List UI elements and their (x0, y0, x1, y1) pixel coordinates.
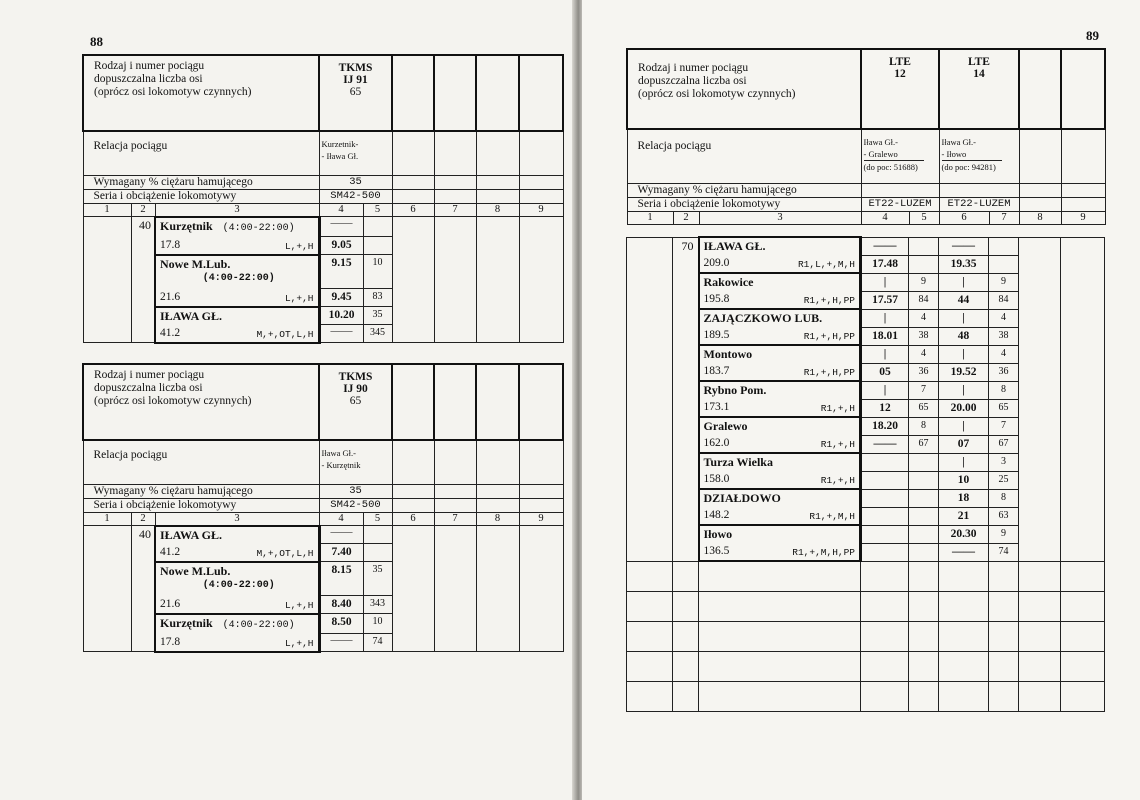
station-name: Rybno Pom. (699, 381, 861, 399)
loco-label: Seria i obciążenie lokomotywy (627, 197, 861, 211)
train-header-label: Rodzaj i numer pociągu dopuszczalna liczba osi (oprócz osi lokomotyw czynnych) (83, 364, 319, 440)
page-number-left: 88 (90, 34, 103, 49)
loco-value: SM42-500 (319, 498, 392, 512)
speed-value: 40 (131, 217, 155, 343)
relation-label: Relacja pociągu (83, 131, 319, 175)
station-name: Kurzętnik (4:00-22:00) (155, 614, 319, 634)
brake-label: Wymagany % ciężaru hamującego (83, 175, 319, 189)
speed-value: 40 (131, 526, 155, 652)
station-name: Nowe M.Lub. (4:00-22:00) (155, 255, 319, 289)
page-number-right: 89 (1086, 28, 1099, 43)
station-name: IŁAWA GŁ. (155, 307, 319, 325)
train-number: TKMS IJ 90 65 (319, 364, 392, 440)
timetable-ij91: Rodzaj i numer pociągu dopuszczalna liczba osi (oprócz osi lokomotyw czynnych) TKMS IJ 91 65 Relacja pociągu Kurzetnik- - Iława Gł. Wymagany % ciężaru hamującego 35 Seria i obciążenie lokomotywy SM42-500 1 2 3 4 5 6 7 8 9 40 Kurzętnik (4:00-22:00) —— 17.8 L,+,H 9.05 Nowe M.Lub. (4:00-22:00) 9.15 10 21.6 L,+,H 9.45 83 IŁAWA GŁ. 10.20 35 41.2 M,+,OT,L,H —— 345 (82, 54, 564, 344)
train-number-14: LTE 14 (939, 49, 1019, 129)
train-relation: Kurzetnik- - Iława Gł. (319, 131, 392, 175)
train-header-label: Rodzaj i numer pociągu dopuszczalna liczba osi (oprócz osi lokomotyw czynnych) (627, 49, 861, 129)
timetable-lte: Rodzaj i numer pociągu dopuszczalna liczba osi (oprócz osi lokomotyw czynnych) LTE 12 LTE 14 Relacja pociągu Iława Gł.- - Gralewo (do poc: 51688) Iława Gł.- - Iłowo (do poc: 94281) Wymagany % ciężaru hamującego Seria i obciążenie lokomotywy ET22-LUZEM ET22-LUZEM 1 2 3 4 5 6 7 8 9 (626, 48, 1106, 225)
timetable-ij90: Rodzaj i numer pociągu dopuszczalna liczba osi (oprócz osi lokomotyw czynnych) TKMS IJ 90 65 Relacja pociągu Iława Gł.- - Kurzętnik Wymagany % ciężaru hamującego 35 Seria i obciążenie lokomotywy SM42-500 1 2 3 4 5 6 7 8 9 40 IŁAWA GŁ. —— 41.2 M,+,OT,L,H 7.40 Nowe M.Lub. (4:00-22:00) 8.15 35 21.6 L,+,H 8.40 343 Kurzętnik (4:00-22:00) 8.50 10 17.8 L,+,H —— 74 (82, 363, 564, 653)
brake-value: 35 (319, 484, 392, 498)
station-name: Montowo (699, 345, 861, 363)
brake-label: Wymagany % ciężaru hamującego (83, 484, 319, 498)
train-header-label: Rodzaj i numer pociągu dopuszczalna liczba osi (oprócz osi lokomotyw czynnych) (83, 55, 319, 131)
loco-value-14: ET22-LUZEM (939, 197, 1019, 211)
station-name: Iłowo (699, 525, 861, 543)
loco-value: SM42-500 (319, 189, 392, 203)
station-name: IŁAWA GŁ. (155, 526, 319, 544)
loco-label: Seria i obciążenie lokomotywy (83, 189, 319, 203)
brake-value: 35 (319, 175, 392, 189)
train-relation-12: Iława Gł.- - Gralewo (do poc: 51688) (861, 129, 939, 183)
station-name: Turza Wielka (699, 453, 861, 471)
station-name: DZIAŁDOWO (699, 489, 861, 507)
relation-label: Relacja pociągu (83, 440, 319, 484)
station-name: Rakowice (699, 273, 861, 291)
loco-label: Seria i obciążenie lokomotywy (83, 498, 319, 512)
station-name: ZAJĄCZKOWO LUB. (699, 309, 861, 327)
station-name: Kurzętnik (4:00-22:00) (155, 217, 319, 237)
train-relation: Iława Gł.- - Kurzętnik (319, 440, 392, 484)
station-name: Gralewo (699, 417, 861, 435)
relation-label: Relacja pociągu (627, 129, 861, 183)
train-number-12: LTE 12 (861, 49, 939, 129)
train-number: TKMS IJ 91 65 (319, 55, 392, 131)
right-page (582, 0, 1140, 800)
train-relation-14: Iława Gł.- - Iłowo (do poc: 94281) (939, 129, 1019, 183)
brake-label: Wymagany % ciężaru hamującego (627, 183, 861, 197)
station-rows: 70 IŁAWA GŁ. —— —— 209.0 R1,L,+,M,H 17.48 19.35 Rakowice | 9 | 9 195.8 R1,+,H,PP 17.57 84 44 84 ZAJĄCZKOWO LUB. | 4 | 4 189.5 R1,+,H,PP 18.01 38 48 38 Montowo | 4 | 4 183.7 R1,+,H,PP 05 36 19.52 36 Rybno Pom. | 7 | 8 173.1 R1,+,H 12 65 20.00 65 Gralewo 18.20 8 | 7 162.0 R1,+,H —— 67 07 67 Turza Wielka | 3 158.0 R1,+,H 10 25 DZIAŁDOWO 18 8 148.2 R1,+,M,H 21 63 Iłowo 20.30 9 136.5 R1,+,M,H,PP —— 74 (626, 236, 1105, 712)
loco-value-12: ET22-LUZEM (861, 197, 939, 211)
speed-value: 70 (673, 237, 699, 561)
station-name: Nowe M.Lub. (4:00-22:00) (155, 562, 319, 596)
station-name: IŁAWA GŁ. (699, 237, 861, 255)
